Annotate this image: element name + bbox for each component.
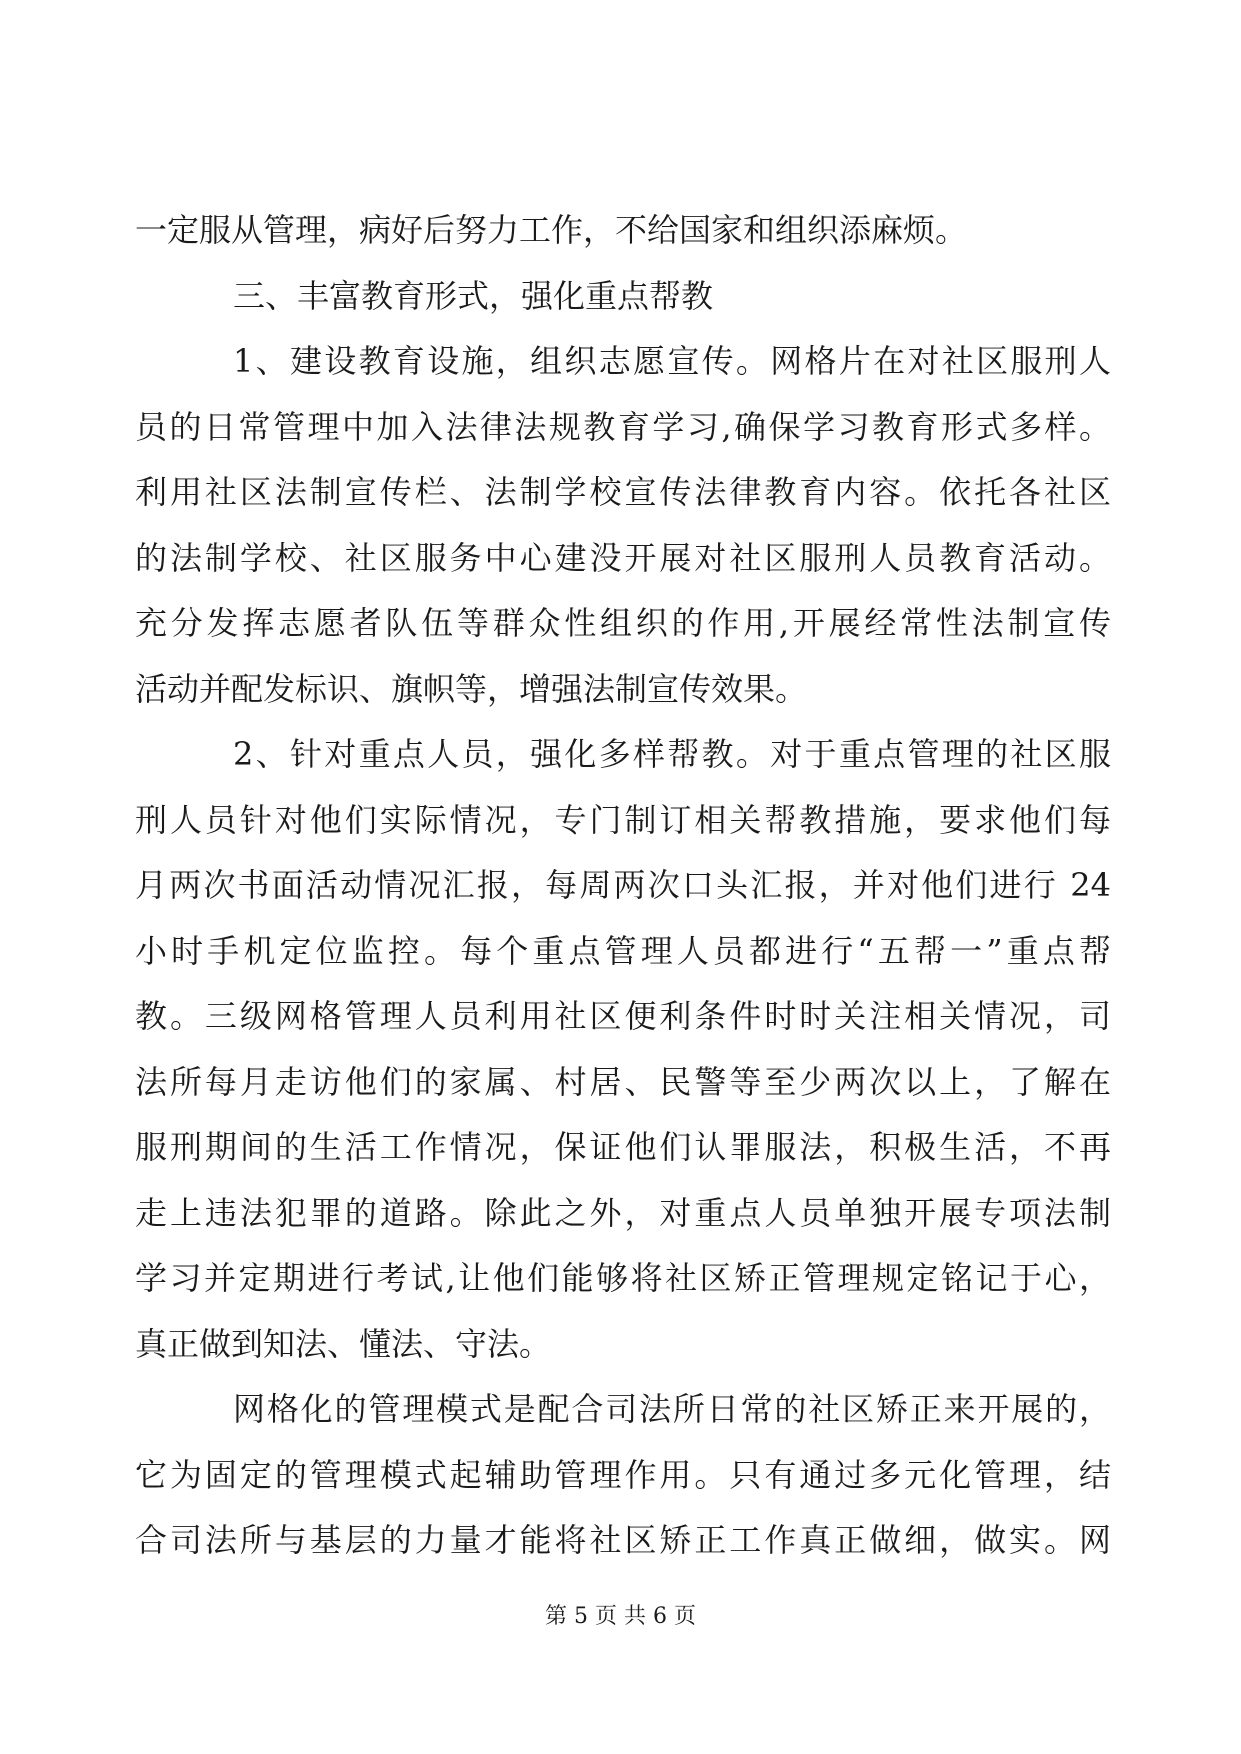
text-line: 服刑期间的生活工作情况，保证他们认罪服法，积极生活，不再 bbox=[135, 1128, 1111, 1166]
text-line: 利用社区法制宣传栏、法制学校宣传法律教育内容。依托各社区 bbox=[135, 473, 1111, 511]
text-line: 学习并定期进行考试,让他们能够将社区矫正管理规定铭记于心， bbox=[135, 1259, 1111, 1297]
page-footer: 第 5 页 共 6 页 bbox=[545, 1604, 696, 1629]
text-line: 充分发挥志愿者队伍等群众性组织的作用,开展经常性法制宣传 bbox=[135, 604, 1111, 642]
text-line: 合司法所与基层的力量才能将社区矫正工作真正做细，做实。网 bbox=[135, 1521, 1111, 1559]
text-line: 小时手机定位监控。每个重点管理人员都进行“五帮一”重点帮 bbox=[135, 931, 1111, 970]
text-line: 2、针对重点人员，强化多样帮教。对于重点管理的社区服 bbox=[233, 735, 1111, 773]
text-line: 三、丰富教育形式，强化重点帮教 bbox=[233, 276, 714, 315]
text-line: 走上违法犯罪的道路。除此之外，对重点人员单独开展专项法制 bbox=[135, 1193, 1111, 1232]
document-body bbox=[135, 198, 1111, 1574]
text-line: 活动并配发标识、旗帜等，增强法制宣传效果。 bbox=[135, 669, 808, 708]
text-line: 月两次书面活动情况汇报，每周两次口头汇报，并对他们进行 24 bbox=[135, 866, 1111, 904]
text-line: 刑人员针对他们实际情况，专门制订相关帮教措施，要求他们每 bbox=[135, 800, 1111, 839]
text-line: 一定服从管理，病好后努力工作，不给国家和组织添麻烦。 bbox=[135, 211, 968, 249]
text-line: 教。三级网格管理人员利用社区便利条件时时关注相关情况，司 bbox=[135, 997, 1111, 1035]
text-line: 法所每月走访他们的家属、村居、民警等至少两次以上，了解在 bbox=[135, 1062, 1111, 1101]
text-line: 真正做到知法、懂法、守法。 bbox=[135, 1324, 552, 1363]
text-line: 网格化的管理模式是配合司法所日常的社区矫正来开展的， bbox=[233, 1390, 1111, 1428]
text-line: 它为固定的管理模式起辅助管理作用。只有通过多元化管理，结 bbox=[135, 1455, 1111, 1494]
text-line: 1、建设教育设施，组织志愿宣传。网格片在对社区服刑人 bbox=[233, 342, 1111, 380]
text-line: 员的日常管理中加入法律法规教育学习,确保学习教育形式多样。 bbox=[135, 407, 1111, 446]
text-line: 的法制学校、社区服务中心建没开展对社区服刑人员教育活动。 bbox=[135, 538, 1111, 577]
